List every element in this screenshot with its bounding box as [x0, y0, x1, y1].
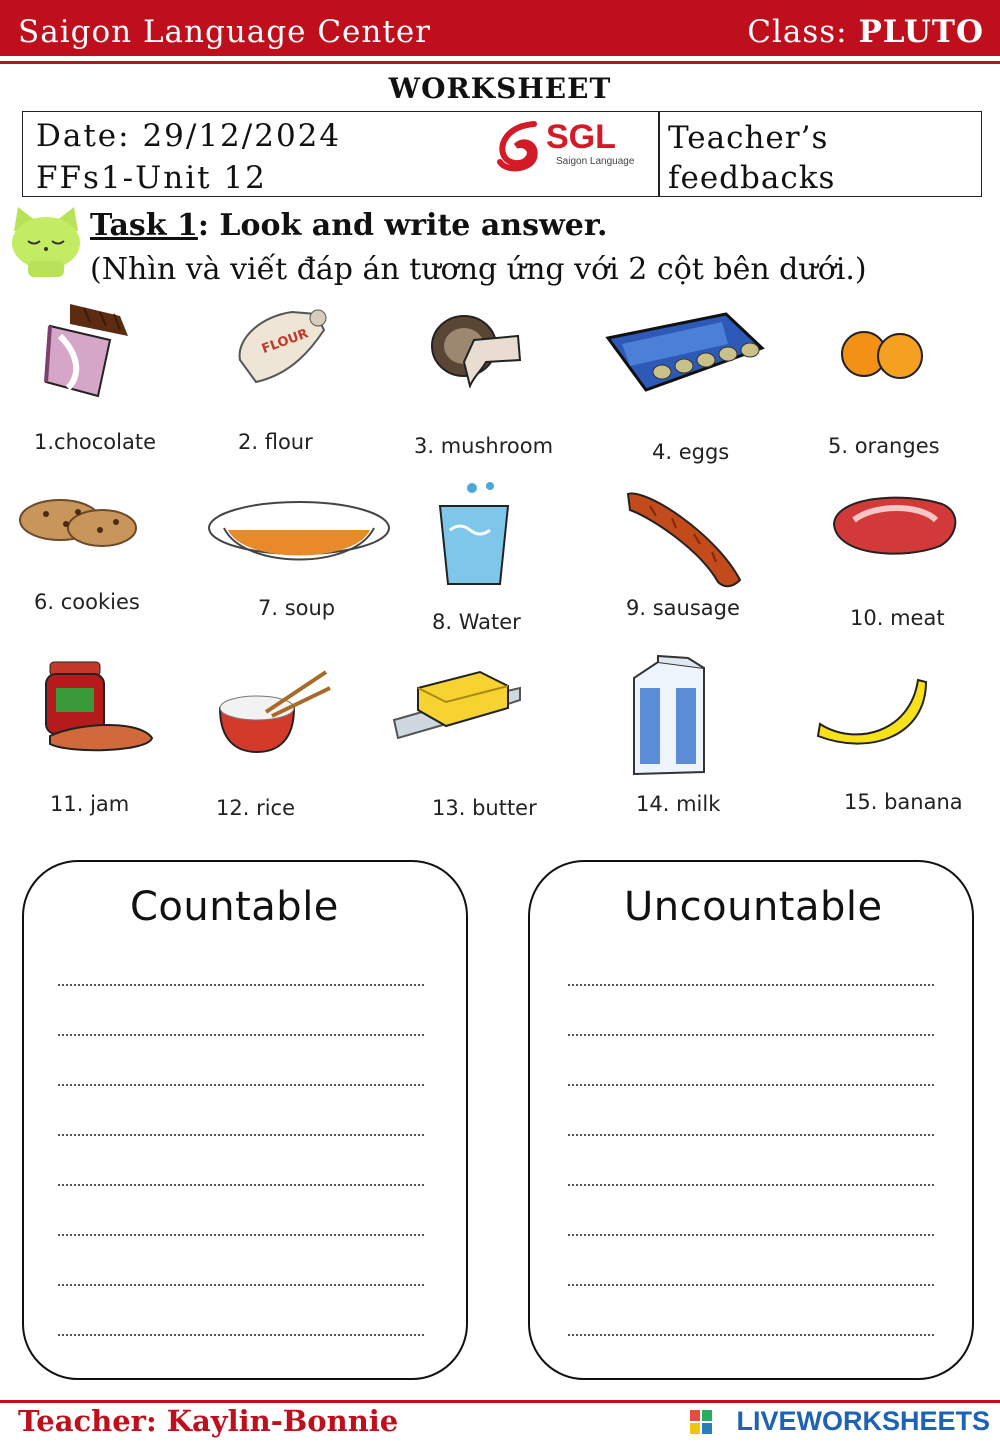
countable-answer-line[interactable]	[58, 1134, 424, 1136]
countable-answer-line[interactable]	[58, 1084, 424, 1086]
countable-title: Countable	[130, 884, 339, 930]
milk-icon	[628, 652, 710, 780]
cookies-icon	[16, 488, 140, 552]
item-label: 12. rice	[216, 796, 296, 820]
countable-answer-line[interactable]	[58, 1184, 424, 1186]
jam-icon	[40, 656, 156, 756]
chocolate-icon	[40, 296, 140, 400]
water-icon	[432, 480, 516, 590]
task-title	[90, 208, 607, 243]
uncountable-answer-line[interactable]	[568, 1034, 934, 1036]
item-label: 15. banana	[844, 790, 963, 814]
rice-icon	[214, 668, 332, 758]
logo-subtext: Saigon Language	[556, 156, 635, 167]
uncountable-answer-line[interactable]	[568, 984, 934, 986]
sgl-logo-icon	[494, 118, 554, 174]
item-label: 6. cookies	[34, 590, 140, 614]
teacher-feedback-label: Teacher’s feedbacks	[668, 120, 836, 196]
oranges-icon	[840, 322, 930, 382]
header-divider	[0, 61, 1000, 64]
item-label: 1.chocolate	[34, 430, 156, 454]
sausage-icon	[616, 484, 748, 592]
item-label: 5. oranges	[828, 434, 940, 458]
item-label: 14. milk	[636, 792, 721, 816]
item-label: 8. Water	[432, 610, 521, 634]
item-label: 2. flour	[238, 430, 313, 454]
mushroom-icon	[424, 306, 524, 388]
flour-icon	[232, 302, 332, 388]
countable-answer-line[interactable]	[58, 1334, 424, 1336]
item-label: 11. jam	[50, 792, 130, 816]
uncountable-answer-line[interactable]	[568, 1234, 934, 1236]
footer-divider	[0, 1400, 1000, 1403]
countable-answer-line[interactable]	[58, 1284, 424, 1286]
task-subtitle: (Nhìn và viết đáp án tương ứng với 2 cột bên dưới.)	[90, 252, 867, 287]
date-text: Date: 29/12/2024	[36, 118, 342, 154]
item-label: 4. eggs	[652, 440, 730, 464]
cat-icon	[6, 203, 86, 279]
item-label: 9. sausage	[626, 596, 740, 620]
countable-answer-line[interactable]	[58, 1034, 424, 1036]
uncountable-panel	[528, 860, 974, 1380]
soup-icon	[204, 494, 394, 574]
item-label: 3. mushroom	[414, 434, 554, 458]
task-instruction: : Look and write answer.	[197, 208, 608, 243]
butter-icon	[390, 664, 524, 748]
item-label: 13. butter	[432, 796, 537, 820]
meat-icon	[824, 490, 964, 562]
liveworksheets-logo-icon	[690, 1410, 712, 1434]
teacher-name: Teacher: Kaylin-Bonnie	[18, 1404, 399, 1438]
uncountable-answer-line[interactable]	[568, 1134, 934, 1136]
uncountable-answer-line[interactable]	[568, 1084, 934, 1086]
countable-answer-line[interactable]	[58, 1234, 424, 1236]
uncountable-title: Uncountable	[624, 884, 883, 930]
uncountable-answer-line[interactable]	[568, 1284, 934, 1286]
unit-text: FFs1-Unit 12	[36, 160, 267, 196]
liveworksheets-brand[interactable]: LIVEWORKSHEETS	[736, 1406, 990, 1436]
countable-panel	[22, 860, 468, 1380]
svg-text:FLOUR: FLOUR	[259, 326, 311, 357]
center-name: Saigon Language Center	[18, 14, 431, 50]
uncountable-answer-line[interactable]	[568, 1184, 934, 1186]
item-label: 7. soup	[258, 596, 336, 620]
class-value: PLUTO	[858, 14, 984, 50]
worksheet-title: WORKSHEET	[388, 72, 612, 105]
banana-icon	[814, 674, 928, 750]
class-label: Class:	[747, 14, 848, 50]
item-label: 10. meat	[850, 606, 945, 630]
logo-text: SGL	[546, 118, 616, 156]
info-box-divider	[658, 111, 660, 197]
uncountable-answer-line[interactable]	[568, 1334, 934, 1336]
task-number: Task 1	[90, 208, 198, 243]
eggs-icon	[602, 304, 770, 402]
class-info	[747, 14, 984, 50]
countable-answer-line[interactable]	[58, 984, 424, 986]
